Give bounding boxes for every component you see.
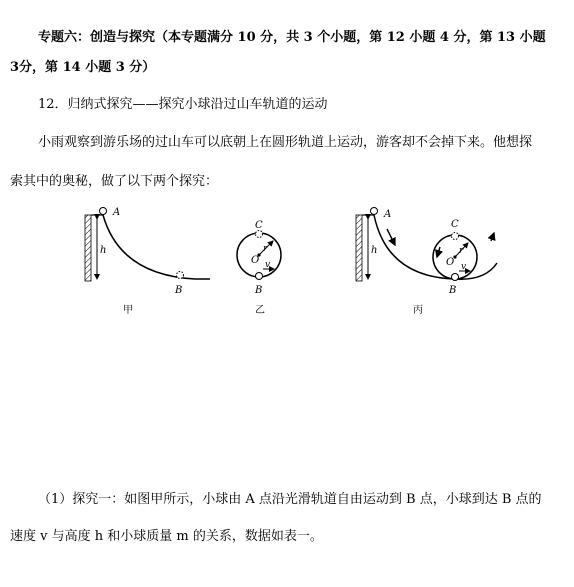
caption-jia: 甲 bbox=[123, 305, 133, 316]
ball-b-yi bbox=[256, 273, 263, 280]
label-o-yi: O bbox=[251, 255, 260, 266]
wall-bing bbox=[356, 215, 362, 281]
label-v-bing: v bbox=[461, 262, 467, 272]
part1-line1: （1）探究一：如图甲所示，小球由 A 点沿光滑轨道自由运动到 B 点，小球到达 B 点的 bbox=[38, 492, 542, 507]
label-b-jia: B bbox=[175, 285, 183, 296]
label-b-bing: B bbox=[449, 285, 457, 296]
question-title: 12．归纳式探究——探究小球沿过山车轨道的运动 bbox=[38, 97, 328, 112]
wall-jia bbox=[85, 215, 91, 281]
label-r-bing: r bbox=[459, 246, 464, 256]
label-c-bing: C bbox=[451, 219, 459, 230]
label-v-yi: v bbox=[265, 260, 271, 270]
ball-c-bing bbox=[452, 233, 459, 240]
figure-jia bbox=[85, 207, 210, 316]
ball-c-yi bbox=[256, 231, 263, 238]
figure-yi bbox=[237, 220, 281, 316]
ball-a-jia bbox=[100, 208, 107, 215]
caption-yi: 乙 bbox=[255, 305, 265, 316]
caption-bing: 丙 bbox=[413, 305, 423, 316]
label-o-bing: O bbox=[446, 257, 455, 268]
track-diagrams bbox=[75, 205, 535, 320]
label-c-yi: C bbox=[255, 220, 263, 231]
part1-line2: 速度 v 与高度 h 和小球质量 m 的关系，数据如表一。 bbox=[10, 529, 323, 544]
section-heading-line2: 3分，第 14 小题 3 分） bbox=[10, 60, 156, 75]
label-h-bing: h bbox=[371, 245, 378, 256]
figure-bing bbox=[356, 208, 497, 317]
label-r-yi: r bbox=[263, 244, 268, 254]
track-bing bbox=[374, 215, 455, 279]
label-h-jia: h bbox=[100, 245, 107, 256]
label-a-bing: A bbox=[384, 209, 392, 220]
ball-a-bing bbox=[371, 208, 378, 215]
label-a-jia: A bbox=[113, 207, 121, 218]
section-heading-line1: 专题六：创造与探究（本专题满分 10 分，共 3 个小题，第 12 小题 4 分，第 13 小题 bbox=[38, 30, 546, 45]
question-intro-line1: 小雨观察到游乐场的过山车可以底朝上在圆形轨道上运动，游客却不会掉下来。他想探 bbox=[38, 135, 533, 150]
ball-b-bing bbox=[452, 274, 459, 281]
track-jia bbox=[103, 215, 210, 279]
motion-arrow-1 bbox=[387, 229, 395, 245]
ball-b-jia bbox=[177, 272, 184, 279]
motion-arrow-2 bbox=[437, 247, 440, 257]
motion-arrow-3 bbox=[491, 233, 494, 241]
label-b-yi: B bbox=[255, 285, 263, 296]
question-intro-line2: 索其中的奥秘，做了以下两个探究： bbox=[10, 174, 219, 189]
